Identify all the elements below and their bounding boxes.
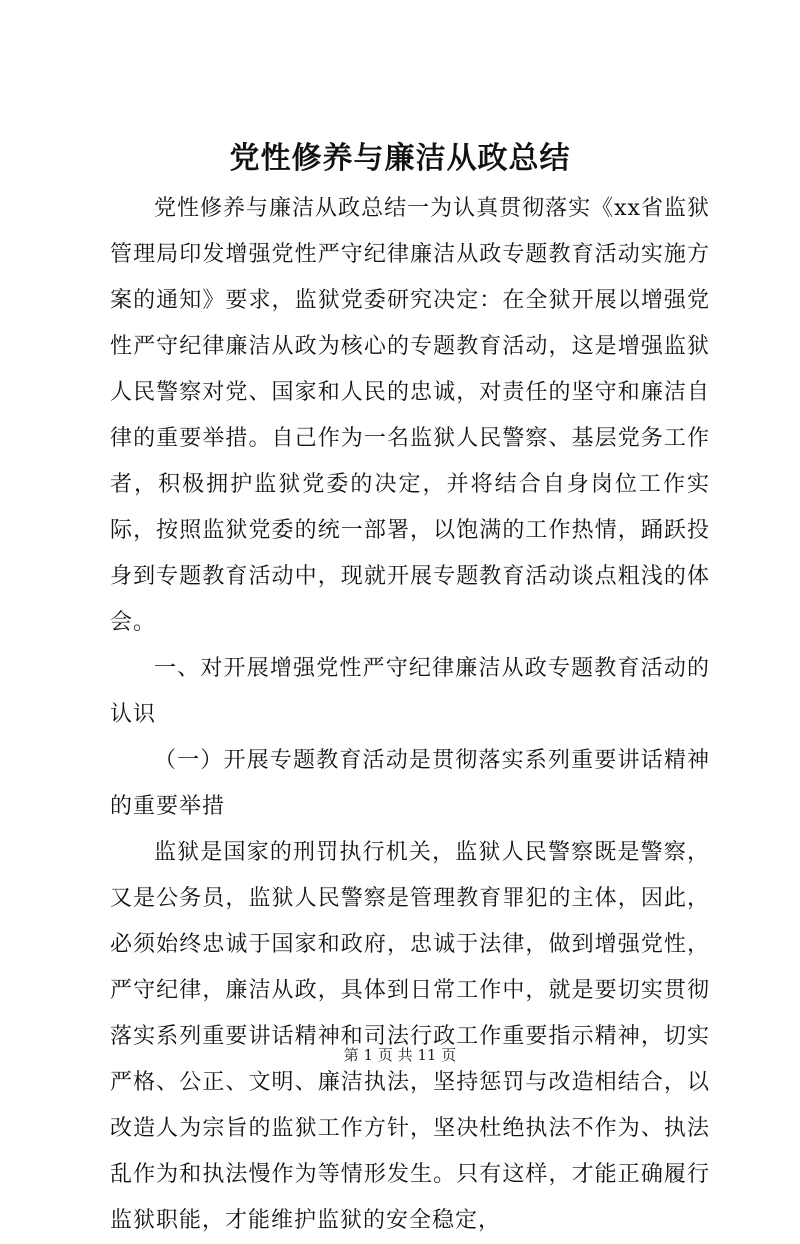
section-heading-1: 一、对开展增强党性严守纪律廉洁从政专题教育活动的认识 xyxy=(110,656,710,727)
subsection-heading-1: （一）开展专题教育活动是贯彻落实系列重要讲话精神的重要举措 xyxy=(110,748,710,819)
paragraph-intro: 党性修养与廉洁从政总结一为认真贯彻落实《xx省监狱管理局印发增强党性严守纪律廉洁从政专题教育活动实施方案的通知》要求，监狱党委研究决定：在全狱开展以增强党性严守纪律廉洁从政为核心的专题教育活动，这是增强监狱人民警察对党、国家和人民的忠诚，对责任的坚守和廉洁自律的重要举措。自己作为一名监狱人民警察、基层党务工作者，积极拥护监狱党委的决定，并将结合自身岗位工作实际，按照监狱党委的统一部署，以饱满的工作热情，踊跃投身到专题教育活动中，现就开展专题教育活动谈点粗浅的体会。 xyxy=(110,196,710,635)
document-body xyxy=(110,186,710,1244)
paragraph-body-1: 监狱是国家的刑罚执行机关，监狱人民警察既是警察，又是公务员，监狱人民警察是管理教育罪犯的主体，因此，必须始终忠诚于国家和政府，忠诚于法律，做到增强党性，严守纪律，廉洁从政，具体到日常工作中，就是要切实贯彻落实系列重要讲话精神和司法行政工作重要指示精神，切实严格、公正、文明、廉洁执法，坚持惩罚与改造相结合，以改造人为宗旨的监狱工作方针，坚决杜绝执法不作为、执法乱作为和执法慢作为等情形发生。只有这样，才能正确履行监狱职能，才能维护监狱的安全稳定， xyxy=(110,840,710,1233)
page-number-footer: 第 1 页 共 11 页 xyxy=(343,1046,457,1064)
document-title: 党性修养与廉洁从政总结 xyxy=(229,141,571,176)
